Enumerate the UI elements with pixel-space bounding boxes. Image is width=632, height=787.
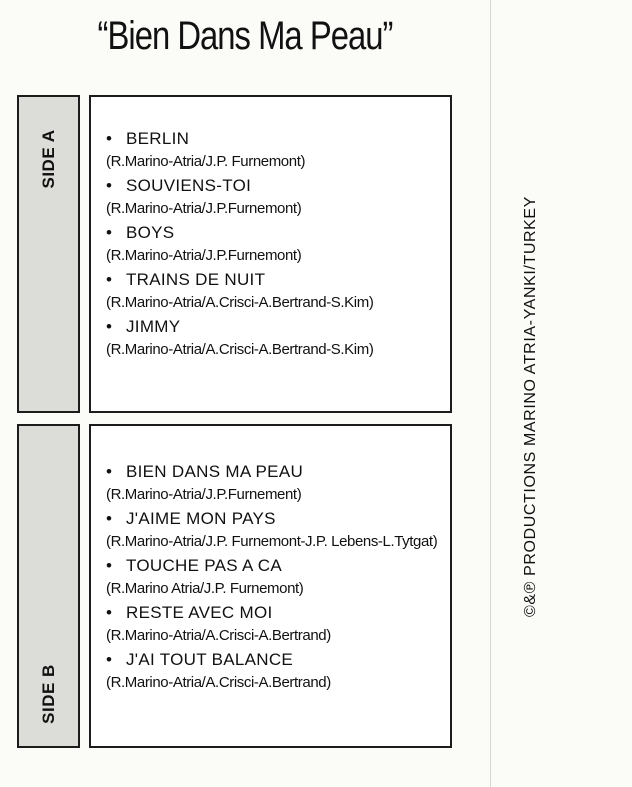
album-title: “Bien Dans Ma Peau” (97, 14, 393, 58)
track-title: SOUVIENS-TOI (126, 176, 252, 195)
track-credit: (R.Marino-Atria/A.Crisci-A.Bertrand) (106, 627, 331, 644)
track-item (106, 221, 450, 268)
copyright-notice: ©&℗ PRODUCTIONS MARINO ATRIA-YANKI/TURKEY (522, 196, 539, 617)
track-item (106, 315, 450, 362)
track-item (106, 648, 450, 695)
side-b-tab (17, 424, 80, 748)
track-item (106, 460, 450, 507)
track-title: J'AIME MON PAYS (126, 509, 276, 528)
track-title: BERLIN (126, 129, 190, 148)
track-title: J'AI TOUT BALANCE (126, 650, 294, 669)
bullet: • (106, 270, 113, 289)
track-title: JIMMY (126, 317, 181, 336)
track-item (106, 507, 450, 554)
track-title: TOUCHE PAS A CA (126, 556, 282, 575)
track-item (106, 601, 450, 648)
bullet: • (106, 129, 113, 148)
bullet: • (106, 509, 113, 528)
track-item (106, 174, 450, 221)
track-title: BOYS (126, 223, 175, 242)
track-item (106, 554, 450, 601)
side-a-label: SIDE A (38, 129, 58, 189)
side-b-tracklist (89, 424, 452, 748)
track-title: BIEN DANS MA PEAU (126, 462, 304, 481)
track-credit: (R.Marino-Atria/A.Crisci-A.Bertrand-S.Kim) (106, 294, 374, 311)
bullet: • (106, 176, 113, 195)
track-item (106, 127, 450, 174)
bullet: • (106, 223, 113, 242)
track-title: TRAINS DE NUIT (126, 270, 266, 289)
track-credit: (R.Marino-Atria/J.P. Furnemont) (106, 153, 306, 170)
bullet: • (106, 603, 113, 622)
bullet: • (106, 556, 113, 575)
track-credit: (R.Marino Atria/J.P. Furnemont) (106, 580, 304, 597)
bullet: • (106, 462, 113, 481)
bullet: • (106, 317, 113, 336)
fold-line (490, 0, 491, 787)
side-a-tab (17, 95, 80, 413)
track-credit: (R.Marino-Atria/A.Crisci-A.Bertrand) (106, 674, 331, 691)
track-item (106, 268, 450, 315)
track-credit: (R.Marino-Atria/J.P.Furnement) (106, 486, 302, 503)
side-b-label: SIDE B (38, 664, 58, 724)
track-credit: (R.Marino-Atria/A.Crisci-A.Bertrand-S.Kim) (106, 341, 374, 358)
track-title: RESTE AVEC MOI (126, 603, 273, 622)
track-credit: (R.Marino-Atria/J.P.Furnemont) (106, 200, 302, 217)
side-a-tracklist (89, 95, 452, 413)
track-credit: (R.Marino-Atria/J.P.Furnemont) (106, 247, 302, 264)
bullet: • (106, 650, 113, 669)
track-credit: (R.Marino-Atria/J.P. Furnemont-J.P. Lebens-L.Tytgat) (106, 533, 438, 550)
